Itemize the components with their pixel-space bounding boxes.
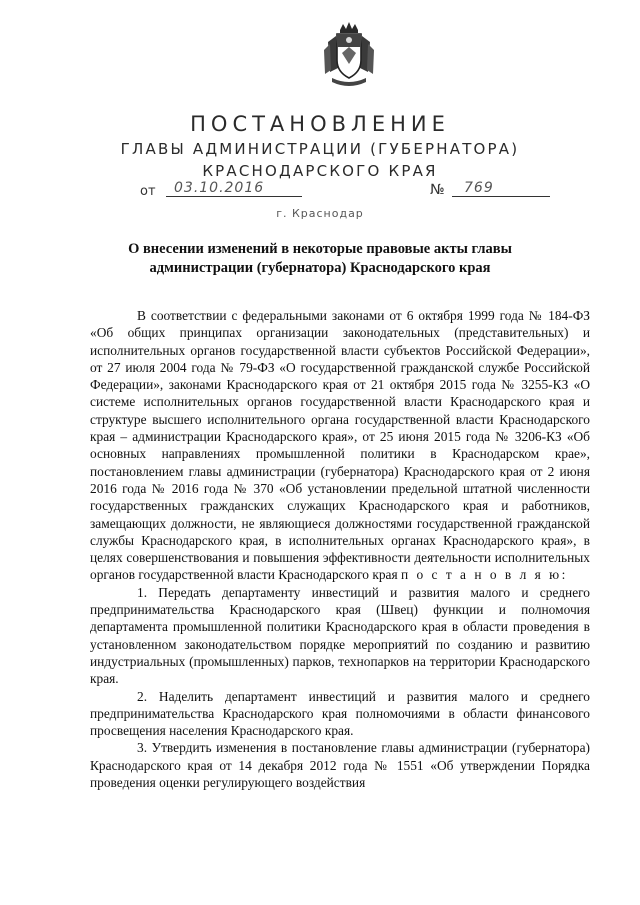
list-item: 2. Наделить департамент инвестиций и развития малого и среднего предпринимательства Краснодарского края полномочиями в области финансового просвещения населения Краснодарского края. — [90, 688, 590, 739]
coat-of-arms-icon — [322, 20, 376, 90]
issuer-line-2: КРАСНОДАРСКОГО КРАЯ — [202, 162, 438, 180]
handwritten-number: 769 — [452, 180, 550, 197]
handwritten-date: 03.10.2016 — [166, 180, 302, 197]
city-label: г. Краснодар — [276, 207, 364, 220]
document-title: О внесении изменений в некоторые правовые акты главы администрации (губернатора) Краснодарского края — [128, 241, 512, 276]
document-body — [90, 307, 590, 791]
preamble-paragraph — [90, 307, 590, 584]
list-item: 3. Утвердить изменения в постановление главы администрации (губернатора) Краснодарского края от 14 декабря 2012 года № 1551 «Об утверждении Порядка проведения оценки регулирующего воздействия — [90, 740, 590, 791]
issuer-line-1: ГЛАВЫ АДМИНИСТРАЦИИ (ГУБЕРНАТОРА) — [120, 140, 520, 158]
decree-word: п о с т а н о в л я ю: — [401, 567, 568, 583]
date-number-row — [140, 182, 540, 206]
preamble-text: В соответствии с федеральными законами от 6 октября 1999 года № 184-ФЗ «Об общих принципах организации законодательных (представительных) и исполнительных органов государственной власти субъектов Российской Федерации», от 27 июля 2004 года № 79-ФЗ «О государственной гражданской службе Российской Федерации», законами Краснодарского края от 21 октября 2015 года № 3255-КЗ «О системе исполнительных органов государственной власти Краснодарского края и структуре высшего исполнительного органа государственной власти Краснодарского края – администрации Краснодарского края», от 25 июня 2015 года № 3206-КЗ «Об основных направлениях промышленной политики в Краснодарском крае», постановлением главы администрации (губернатора) Краснодарского края от 2 июня 2016 года № 2016 года № 370 «Об установлении предельной штатной численности государственных гражданских служащих Краснодарского края и работников, замещающих должности, не являющиеся должностями государственной гражданской службы Краснодарского края, в исполнительных органах Краснодарского края», в целях совершенствования и повышения эффективности деятельности исполнительных органов государственной власти Краснодарского края — [90, 308, 590, 583]
list-item: 1. Передать департаменту инвестиций и развития малого и среднего предпринимательства Краснодарского края (Швец) функции и полномочия департамента промышленной политики Краснодарского края в области проведения в установленном законодательством порядке мероприятий по созданию и развитию индустриальных (промышленных) парков, технопарков на территории Краснодарского края. — [90, 584, 590, 687]
document-type-heading: ПОСТАНОВЛЕНИЕ — [190, 112, 450, 136]
number-sign: № — [430, 182, 445, 198]
date-prefix: от — [140, 184, 156, 199]
